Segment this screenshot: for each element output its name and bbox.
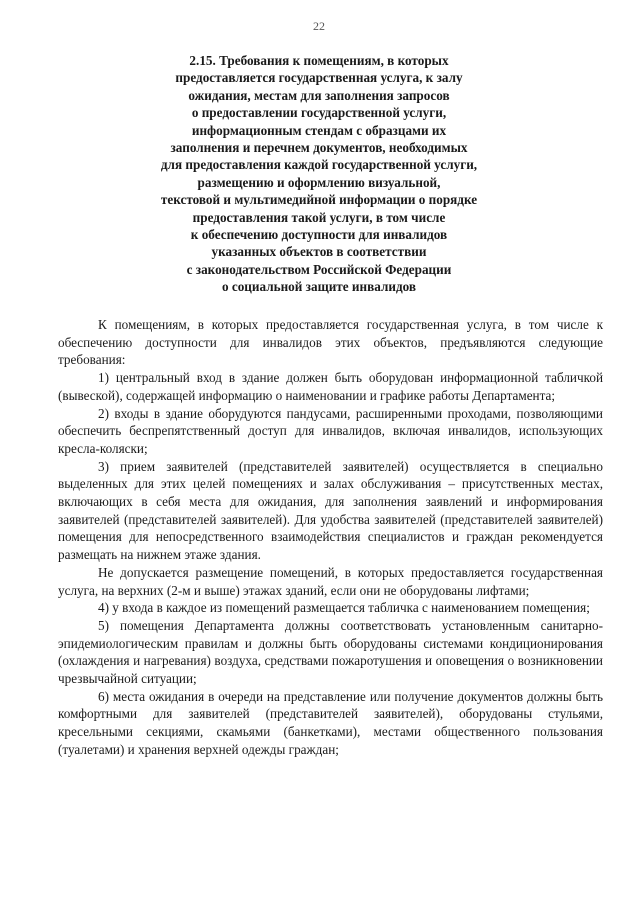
heading-line: размещению и оформлению визуальной, xyxy=(197,174,441,190)
heading-line: информационным стендам с образцами их xyxy=(191,122,447,138)
list-item-3: 3) прием заявителей (представителей заявителей) осуществляется в специально выделенных для этих целей помещениях и залах обслуживания – присутственных местах, включающих в себя места для ожидания, для заполнения заявлений и информирования заявителей (представителей заявителей). Для удобства заявителей (представителей заявителей) помещения для непосредственного взаимодействия специалистов и граждан рекомендуется размещать на нижнем этаже здания. xyxy=(58,458,603,563)
heading-line: предоставления такой услуги, в том числе xyxy=(192,209,446,225)
heading-line: ожидания, местам для заполнения запросов xyxy=(188,87,450,103)
list-item-6: 6) места ожидания в очереди на представление или получение документов должны быть комфортными для заявителей (представителей заявителей), оборудованы стульями, кресельными секциями, скамьями (банкетками), местами общественного пользования (туалетами) и хранения верхней одежды граждан; xyxy=(58,688,603,757)
heading-line: указанных объектов в соответствии xyxy=(211,244,427,260)
heading-line: с законодательством Российской Федерации xyxy=(186,261,452,277)
heading-line: о предоставлении государственной услуги, xyxy=(191,105,447,121)
list-item-1: 1) центральный вход в здание должен быть оборудован информационной табличкой (вывеской), содержащей информацию о наименовании и графике работы Департамента; xyxy=(58,370,603,403)
list-item-4: 4) у входа в каждое из помещений размещается табличка с наименованием помещения; xyxy=(98,600,590,616)
list-item-5: 5) помещения Департамента должны соответствовать установленным санитарно-эпидемиологическим правилам и должны быть оборудованы системами кондиционирования (охлаждения и нагревания) воздуха, средствами пожаротушения и оповещения о возникновении чрезвычайной ситуации; xyxy=(58,617,603,687)
heading-line: 2.15. Требования к помещениям, в которых xyxy=(189,53,449,68)
section-heading xyxy=(40,52,598,296)
heading-line: предоставляется государственная услуга, к залу xyxy=(175,70,463,86)
heading-line: заполнения и перечнем документов, необходимых xyxy=(170,140,468,156)
document-body xyxy=(58,316,603,759)
heading-line: для предоставления каждой государственной услуги, xyxy=(160,157,478,173)
heading-line: текстовой и мультимедийной информации о порядке xyxy=(160,192,478,208)
heading-line: о социальной защите инвалидов xyxy=(221,279,417,295)
body-paragraph-intro: К помещениям, в которых предоставляется государственная услуга, в том числе к обеспечению доступности для инвалидов этих объектов, предъявляются следующие требования: xyxy=(58,317,603,368)
heading-line: к обеспечению доступности для инвалидов xyxy=(190,227,448,243)
page-number: 22 xyxy=(313,19,325,33)
body-paragraph-elevators: Не допускается размещение помещений, в которых предоставляется государственная услуга, на верхних (2-м и выше) этажах зданий, если они не оборудованы лифтами; xyxy=(58,564,603,598)
list-item-2: 2) входы в здание оборудуются пандусами, расширенными проходами, позволяющими обеспечить беспрепятственный доступ для инвалидов, включая инвалидов, использующих кресла-коляски; xyxy=(58,405,603,456)
